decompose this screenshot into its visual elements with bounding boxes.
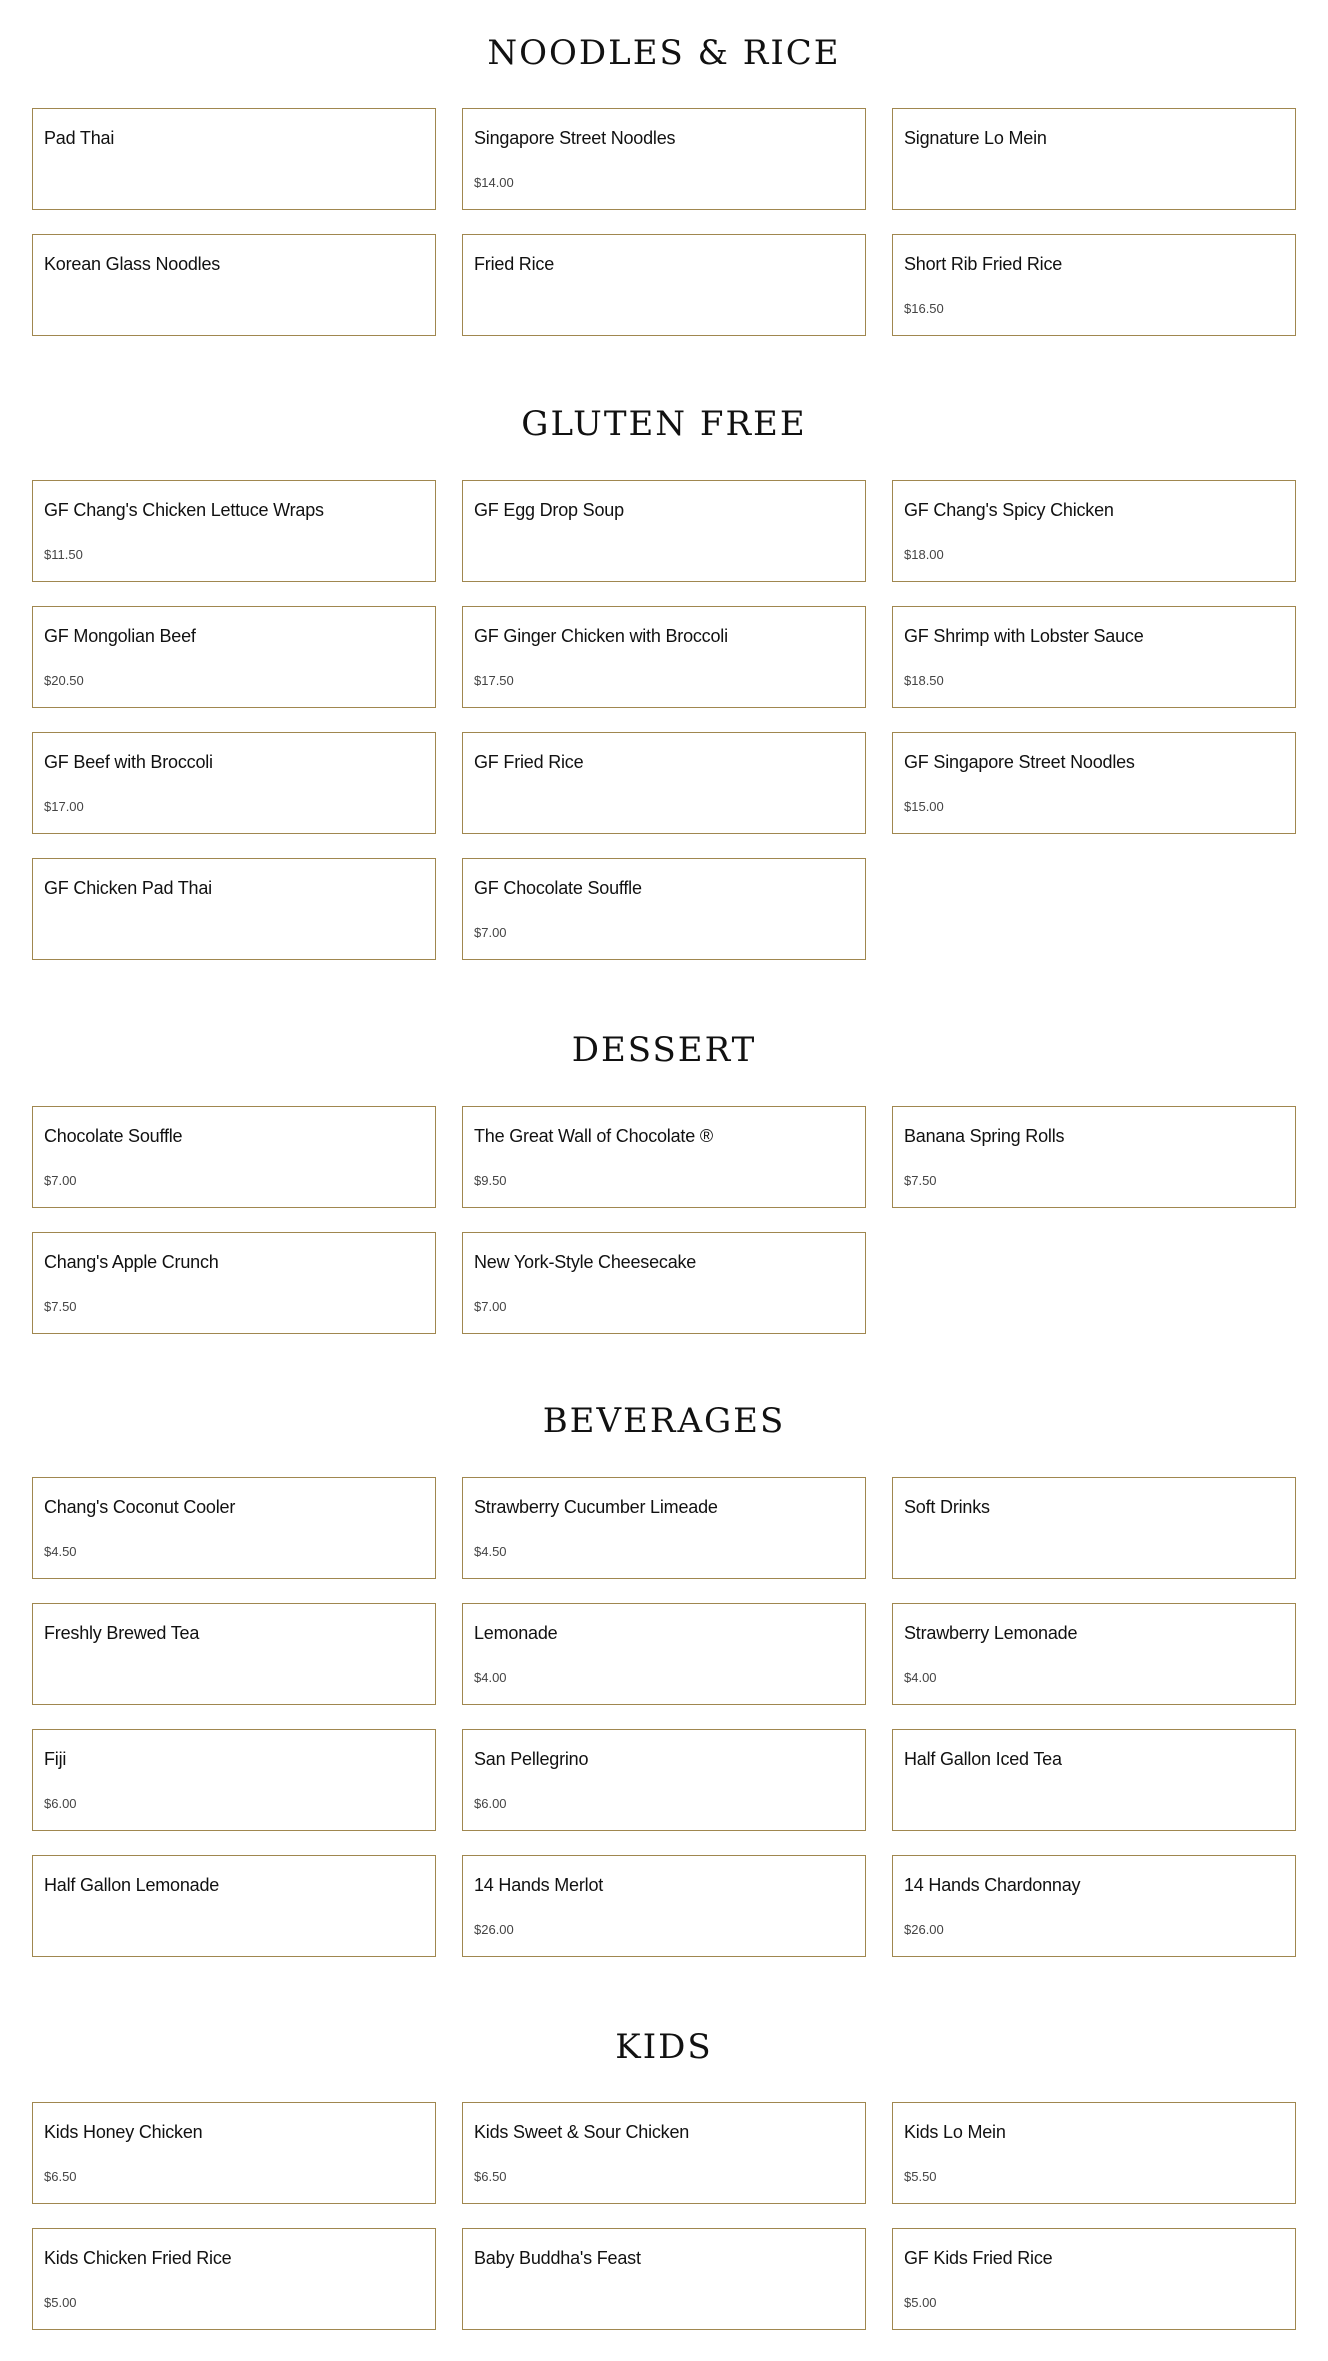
menu-item-price: $14.00 (474, 175, 514, 190)
menu-item-card[interactable] (892, 1106, 1296, 1208)
menu-item-price: $6.50 (44, 2169, 77, 2184)
menu-item-price: $6.50 (474, 2169, 507, 2184)
menu-item-price: $5.50 (904, 2169, 937, 2184)
menu-grid-dessert (32, 1106, 1296, 1334)
menu-item-price: $17.00 (44, 799, 84, 814)
menu-grid-beverages (32, 1477, 1296, 1957)
menu-item-name: Freshly Brewed Tea (44, 1623, 200, 1643)
menu-item-name: The Great Wall of Chocolate ® (474, 1126, 713, 1146)
menu-item-card[interactable] (892, 2102, 1296, 2204)
menu-item-name: Chang's Apple Crunch (44, 1252, 219, 1272)
menu-item-card[interactable] (892, 1477, 1296, 1579)
menu-item-price: $11.50 (44, 547, 83, 562)
menu-item-card[interactable] (32, 1729, 436, 1831)
menu-item-price: $5.00 (904, 2295, 937, 2310)
menu-item-price: $7.00 (44, 1173, 77, 1188)
menu-item-price: $4.50 (44, 1544, 77, 1559)
menu-item-name: Strawberry Lemonade (904, 1623, 1078, 1643)
menu-item-card[interactable] (892, 108, 1296, 210)
menu-item-price: $16.50 (904, 301, 944, 316)
menu-item-name: New York-Style Cheesecake (474, 1252, 697, 1272)
menu-item-card[interactable] (892, 732, 1296, 834)
menu-item-name: GF Kids Fried Rice (904, 2248, 1053, 2268)
menu-item-card[interactable] (32, 2228, 436, 2330)
menu-item-card[interactable] (892, 2228, 1296, 2330)
menu-item-name: Short Rib Fried Rice (904, 254, 1063, 274)
menu-item-card[interactable] (462, 1603, 866, 1705)
menu-item-card[interactable] (892, 1855, 1296, 1957)
menu-item-card[interactable] (462, 1232, 866, 1334)
menu-item-name: Singapore Street Noodles (474, 128, 676, 148)
menu-item-price: $7.00 (474, 1299, 507, 1314)
menu-grid-kids (32, 2102, 1296, 2330)
menu-grid-gluten-free (32, 480, 1296, 960)
menu-item-name: Kids Lo Mein (904, 2122, 1006, 2142)
menu-item-name: GF Egg Drop Soup (474, 500, 624, 520)
menu-item-card[interactable] (892, 480, 1296, 582)
menu-item-name: GF Beef with Broccoli (44, 752, 213, 772)
menu-item-name: GF Chocolate Souffle (474, 878, 642, 898)
menu-item-price: $20.50 (44, 673, 84, 688)
menu-grid-noodles-rice (32, 108, 1296, 336)
menu-item-price: $7.00 (474, 925, 507, 940)
menu-item-name: Kids Honey Chicken (44, 2122, 203, 2142)
menu-item-price: $6.00 (44, 1796, 77, 1811)
menu-item-name: 14 Hands Merlot (474, 1875, 604, 1895)
menu-item-name: Signature Lo Mein (904, 128, 1047, 148)
menu-item-card[interactable] (462, 732, 866, 834)
menu-item-price: $26.00 (474, 1922, 514, 1937)
menu-item-price: $4.00 (904, 1670, 937, 1685)
menu-item-price: $18.00 (904, 547, 944, 562)
section-title-gluten-free: GLUTEN FREE (521, 404, 807, 444)
menu-item-card[interactable] (462, 480, 866, 582)
menu-item-name: GF Singapore Street Noodles (904, 752, 1135, 772)
menu-item-card[interactable] (32, 858, 436, 960)
menu-item-name: Kids Sweet & Sour Chicken (474, 2122, 690, 2142)
menu-item-card[interactable] (892, 606, 1296, 708)
menu-item-price: $6.00 (474, 1796, 507, 1811)
menu-item-name: GF Chicken Pad Thai (44, 878, 212, 898)
menu-item-name: GF Ginger Chicken with Broccoli (474, 626, 728, 646)
menu-item-name: Strawberry Cucumber Limeade (474, 1497, 718, 1517)
menu-item-price: $5.00 (44, 2295, 77, 2310)
menu-item-name: Baby Buddha's Feast (474, 2248, 641, 2268)
menu-item-card[interactable] (892, 1603, 1296, 1705)
menu-item-card[interactable] (462, 1106, 866, 1208)
menu-item-name: GF Chang's Spicy Chicken (904, 500, 1114, 520)
menu-item-card[interactable] (32, 480, 436, 582)
menu-item-card[interactable] (32, 1232, 436, 1334)
menu-item-name: Fiji (44, 1749, 67, 1769)
menu-item-name: Chocolate Souffle (44, 1126, 183, 1146)
section-title-dessert: DESSERT (571, 1030, 757, 1070)
menu-item-card[interactable] (32, 606, 436, 708)
menu-item-price: $4.00 (474, 1670, 507, 1685)
menu-item-card[interactable] (32, 732, 436, 834)
menu-item-card[interactable] (462, 1729, 866, 1831)
menu-item-name: San Pellegrino (474, 1749, 589, 1769)
menu-item-price: $18.50 (904, 673, 944, 688)
menu-item-name: Half Gallon Iced Tea (904, 1749, 1062, 1769)
menu-item-card[interactable] (32, 1855, 436, 1957)
menu-item-card[interactable] (32, 1477, 436, 1579)
menu-item-name: Fried Rice (474, 254, 555, 274)
menu-item-price: $7.50 (44, 1299, 77, 1314)
menu-item-card[interactable] (892, 1729, 1296, 1831)
menu-item-name: Banana Spring Rolls (904, 1126, 1065, 1146)
menu-item-name: GF Mongolian Beef (44, 626, 196, 646)
menu-item-card[interactable] (462, 108, 866, 210)
menu-item-name: Pad Thai (44, 128, 115, 148)
menu-item-card[interactable] (892, 234, 1296, 336)
menu-item-card[interactable] (462, 234, 866, 336)
menu-item-price: $26.00 (904, 1922, 944, 1937)
menu-item-name: Soft Drinks (904, 1497, 990, 1517)
menu-item-card[interactable] (462, 858, 866, 960)
menu-item-name: 14 Hands Chardonnay (904, 1875, 1081, 1895)
menu-item-card[interactable] (462, 1477, 866, 1579)
menu-item-card[interactable] (32, 108, 436, 210)
menu-item-card[interactable] (462, 2102, 866, 2204)
menu-item-card[interactable] (32, 234, 436, 336)
menu-item-name: GF Shrimp with Lobster Sauce (904, 626, 1144, 646)
menu-item-card[interactable] (32, 2102, 436, 2204)
menu-item-price: $7.50 (904, 1173, 937, 1188)
section-title-kids: KIDS (615, 2027, 713, 2067)
menu-item-price: $15.00 (904, 799, 944, 814)
section-title-beverages: BEVERAGES (542, 1401, 786, 1441)
menu-item-card[interactable] (462, 606, 866, 708)
menu-item-name: GF Chang's Chicken Lettuce Wraps (44, 500, 324, 520)
menu-item-price: $9.50 (474, 1173, 507, 1188)
menu-item-name: GF Fried Rice (474, 752, 584, 772)
menu-item-card[interactable] (32, 1106, 436, 1208)
menu-item-name: Chang's Coconut Cooler (44, 1497, 236, 1517)
menu-item-card[interactable] (462, 2228, 866, 2330)
menu-item-name: Kids Chicken Fried Rice (44, 2248, 232, 2268)
menu-item-name: Half Gallon Lemonade (44, 1875, 220, 1895)
menu-item-name: Korean Glass Noodles (44, 254, 221, 274)
section-title-noodles-rice: NOODLES & RICE (487, 33, 841, 73)
menu-item-card[interactable] (462, 1855, 866, 1957)
menu-item-card[interactable] (32, 1603, 436, 1705)
menu-item-name: Lemonade (474, 1623, 558, 1643)
menu-item-price: $4.50 (474, 1544, 507, 1559)
menu-item-price: $17.50 (474, 673, 514, 688)
